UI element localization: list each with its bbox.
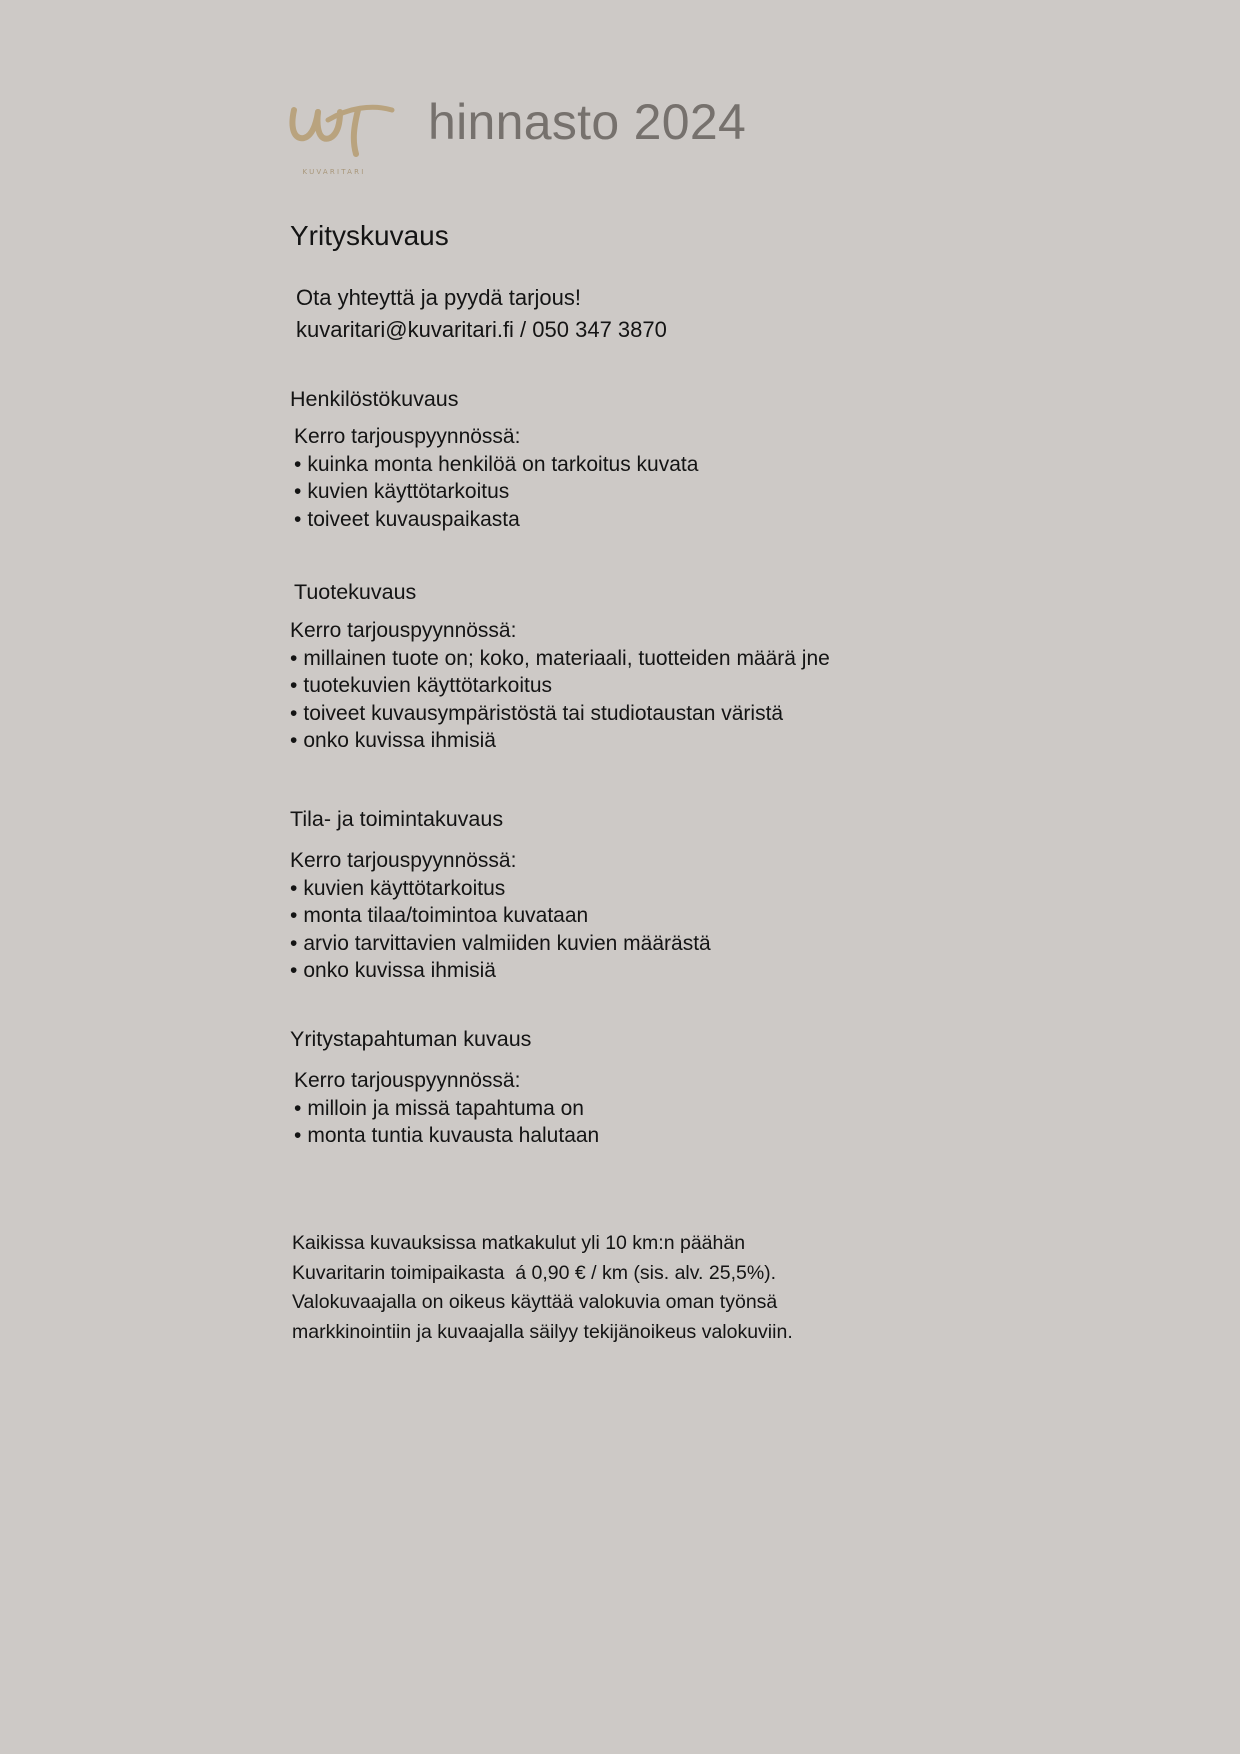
logo-brand-text: KUVARITARI <box>302 168 366 176</box>
contact-info: kuvaritari@kuvaritari.fi / 050 347 3870 <box>296 317 667 342</box>
contact-cta: Ota yhteyttä ja pyydä tarjous! <box>296 285 581 310</box>
service-space-activity-photography <box>290 805 711 985</box>
list-item: • kuvien käyttötarkoitus <box>290 875 711 903</box>
list-item: • milloin ja missä tapahtuma on <box>294 1095 599 1123</box>
kuvaritari-logo <box>288 98 398 178</box>
kt-monogram-icon <box>288 98 398 164</box>
section-title: Yrityskuvaus <box>290 220 449 251</box>
list-item: • millainen tuote on; koko, materiaali, tuotteiden määrä jne <box>290 645 830 673</box>
list-item: • monta tuntia kuvausta halutaan <box>294 1122 599 1150</box>
service-corporate-event-photography <box>290 1025 599 1150</box>
service-staff-photography <box>290 385 698 533</box>
footer-line: Valokuvaajalla on oikeus käyttää valokuvia oman työnsä <box>292 1291 778 1313</box>
footer-line: Kaikissa kuvauksissa matkakulut yli 10 km:n päähän <box>292 1232 746 1254</box>
footer-line: markkinointiin ja kuvaajalla säilyy tekijänoikeus valokuviin. <box>292 1320 793 1343</box>
service-intro: Kerro tarjouspyynnössä: <box>290 619 517 642</box>
service-title: Tuotekuvaus <box>294 580 417 604</box>
service-title: Henkilöstökuvaus <box>290 387 459 411</box>
service-checklist <box>294 451 698 534</box>
list-item: • onko kuvissa ihmisiä <box>290 957 711 985</box>
list-item: • arvio tarvittavien valmiiden kuvien määrästä <box>290 930 711 958</box>
service-intro: Kerro tarjouspyynnössä: <box>294 425 521 448</box>
service-checklist <box>294 1095 599 1150</box>
service-checklist <box>290 645 830 755</box>
service-checklist <box>290 875 711 985</box>
page-title: hinnasto 2024 <box>428 94 747 150</box>
list-item: • kuvien käyttötarkoitus <box>294 478 698 506</box>
service-intro: Kerro tarjouspyynnössä: <box>290 849 517 872</box>
list-item: • onko kuvissa ihmisiä <box>290 727 830 755</box>
list-item: • monta tilaa/toimintoa kuvataan <box>290 902 711 930</box>
list-item: • tuotekuvien käyttötarkoitus <box>290 672 830 700</box>
service-intro: Kerro tarjouspyynnössä: <box>294 1069 521 1092</box>
terms-footer <box>292 1229 793 1347</box>
service-title: Yritystapahtuman kuvaus <box>290 1027 532 1051</box>
service-title: Tila- ja toimintakuvaus <box>290 807 504 831</box>
list-item: • toiveet kuvauspaikasta <box>294 506 698 534</box>
service-product-photography <box>290 578 830 755</box>
list-item: • kuinka monta henkilöä on tarkoitus kuvata <box>294 451 698 479</box>
contact-block <box>296 282 667 346</box>
footer-line: Kuvaritarin toimipaikasta á 0,90 € / km (sis. alv. 25,5%). <box>292 1261 777 1284</box>
list-item: • toiveet kuvausympäristöstä tai studiotaustan väristä <box>290 700 830 728</box>
